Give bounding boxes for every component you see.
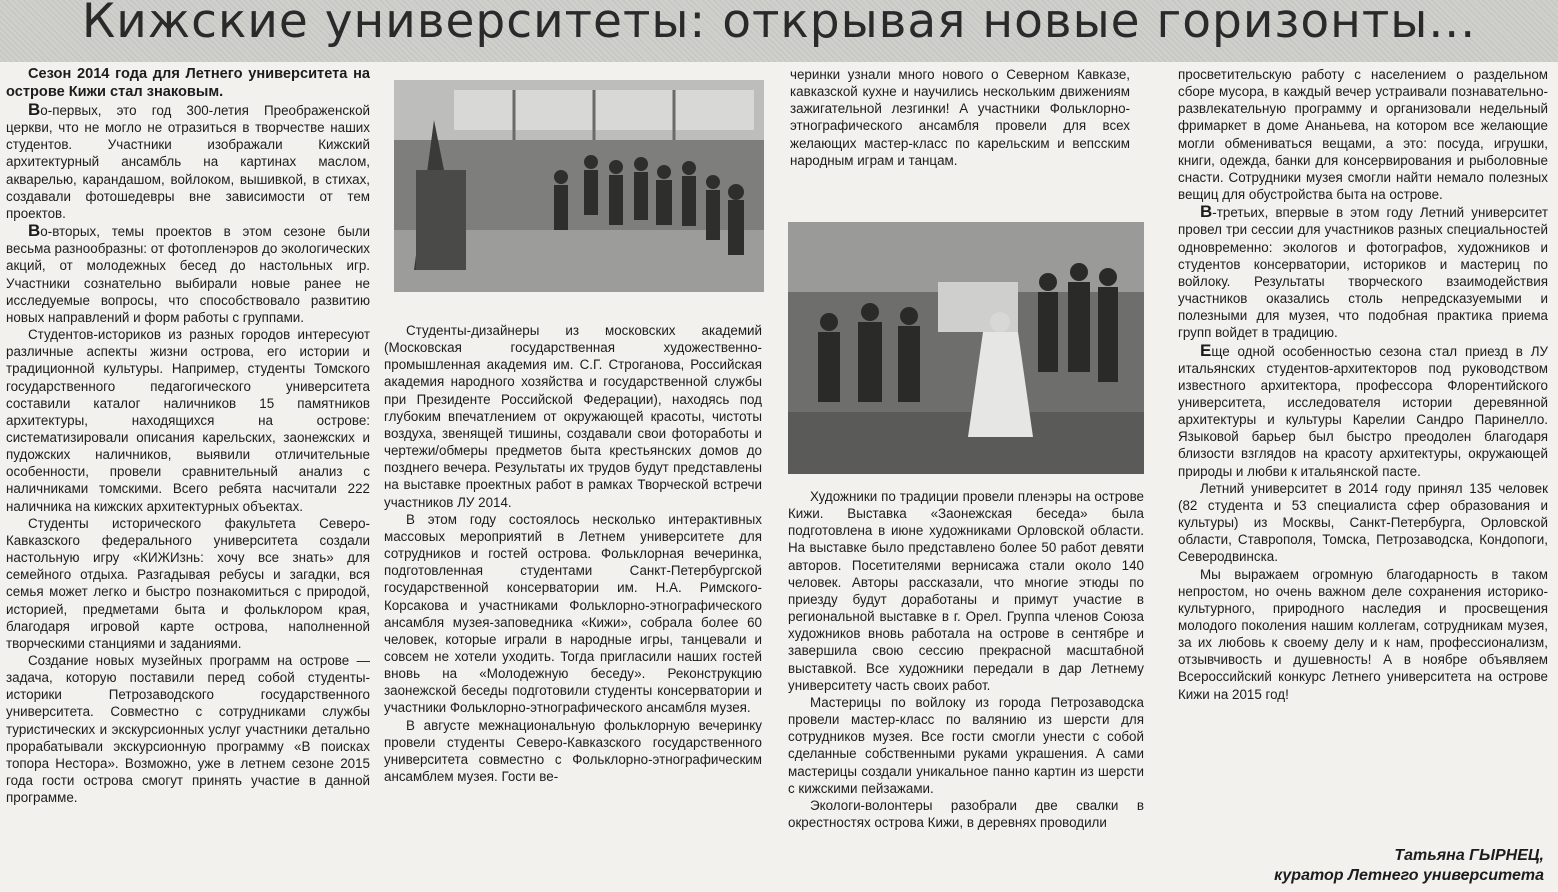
paragraph: черинки узнали много нового о Северном Кавказе, кавказской кухне и научились нескольким движениям зажигательной лезгинки! А участники Фольклорно-этнографического ансамбля провели для всех желающих мастер-класс по карельским и вепсским народным играм и танцам. (790, 67, 1130, 168)
paragraph: В-третьих, впервые в этом году Летний университет провел три сессии для участников разных специальностей одновременно: экологов и фотографов, художников и студентов консерватории, историков и мастериц по войлоку. Результаты творческого взаимодействия участников оказались столь непредсказуемыми и полезными для музея, что подобная практика приема групп войдет в традицию. (1178, 202, 1548, 341)
column-2 (384, 322, 762, 892)
column-4 (1178, 66, 1548, 846)
signature (1274, 846, 1544, 886)
column-3-top (790, 66, 1130, 206)
photo-folk-ensemble (788, 222, 1144, 474)
paragraph: Студенты-дизайнеры из московских академий (Московская государственная художественно-промышленная академия им. С.Г. Строганова, Российская академия народного хозяйства и государственной службы при Президенте Российской Федерации), находясь под глубоким впечатлением от окружающей красоты, чистоты воздуха, звенящей тишины, создавали свои фотоработы и чертежи/обмеры предметов быта крестьянских домов до позднего вечера. Результаты их трудов будут представлены на выставке проектных работ в рамках Творческой встречи участников ЛУ 2014. (384, 323, 762, 510)
column-1 (6, 66, 370, 892)
article-lead: Сезон 2014 года для Летнего университета на острове Кижи стал знаковым. (6, 66, 370, 100)
paragraph: Создание новых музейных программ на острове — задача, которую поставили перед собой студенты-историки Петрозаводского государственного университета. Совместно с сотрудниками службы туристических и экскурсионных услуг участники детально прорабатывали экскурсионную программу «В поисках топора Нестора». Возможно, уже в летнем сезоне 2015 года гости острова смогут принять участие в данной программе. (6, 653, 370, 806)
paragraph: Художники по традиции провели пленэры на острове Кижи. Выставка «Заонежская беседа» была подготовлена в июне художниками Орловской области. На выставке было представлено более 50 работ девяти авторов. Посетителями вернисажа стали около 140 человек. Авторы рассказали, что многие этюды по приезду будут доработаны и примут участие в региональной выставке в г. Орел. Группа членов Союза художников вновь работала на острове в сентябре и завершила свою сессию прекрасной масштабной выставкой. Все художники передали в дар Летнему университету часть своих работ. (788, 489, 1144, 693)
paragraph: Летний университет в 2014 году принял 135 человек (82 студента и 53 специалиста сфер образования и культуры) из Москвы, Санкт-Петербурга, Орловской области, Ставрополя, Томска, Петрозаводска, Кондопоги, Северодвинска. (1178, 480, 1548, 565)
paragraph: Студентов-историков из разных городов интересуют различные аспекты жизни острова, его истории и традиционной культуры. Например, студенты Томского государственного педагогического университета составили каталог наличников 15 памятников архитектуры, находящихся на острове: систематизировали описания карельских, заонежских и пудожских наличников, выявили отличительные особенности, провели сравнительный анализ с наличниками томскими. Всего ребята насчитали 222 наличника на кижских архитектурных объектах. (6, 327, 370, 514)
article-headline: Кижские университеты: открывая новые горизонты... (81, 0, 1477, 49)
paragraph: Во-первых, это год 300-летия Преображенской церкви, что не могло не отразиться в творчестве наших студентов. Участники изображали Кижский архитектурный ансамбль на картинах маслом, акварелью, карандашом, войлоком, вышивкой, в стихах, создавали фотошедевры вне зависимости от тем проектов. (6, 100, 370, 221)
column-3 (788, 488, 1144, 892)
paragraph: Мастерицы по войлоку из города Петрозаводска провели мастер-класс по валянию из шерсти для сотрудников музея. Все гости смогли унести с собой сделанные собственными руками украшения. А сами мастерицы создали уникальное панно картин из шерсти с кижскими пейзажами. (788, 694, 1144, 796)
paragraph: просветительскую работу с населением о раздельном сборе мусора, в каждый вечер устраивали познавательно-развлекательную программу и организовали недельный фримаркет в доме Ананьева, на котором все желающие могли обмениваться вещами, а это: посуда, игрушки, книги, одежда, банки для консервирования и рыболовные снасти. Сотрудники музея смогли найти немало полезных вещиц для обустройства быта на острове. (1178, 67, 1548, 203)
paragraph: В этом году состоялось несколько интерактивных массовых мероприятий в Летнем университете для сотрудников и гостей острова. Фольклорная вечеринка, подготовленная студентами Санкт-Петербургской государственной консерватории им. Н.А. Римского-Корсакова и участниками Фольклорно-этнографического ансамбля музея-заповедника «Кижи», собрала более 60 человек, которые играли в народные игры, танцевали и совсем не хотели уходить. Тогда пригласили наших гостей вновь на «Молодежную беседу». Реконструкцию заонежской беседы подготовили студенты консерватории и участники Фольклорно-этнографического ансамбля музея. (384, 511, 762, 716)
paragraph: Экологи-волонтеры разобрали две свалки в окрестностях острова Кижи, в деревнях проводили (788, 797, 1144, 830)
signature-role: куратор Летнего университета (1274, 867, 1544, 884)
photo-students-in-hall (394, 80, 764, 292)
paragraph: В августе межнациональную фольклорную вечеринку провели студенты Северо-Кавказского государственного университета совместно с Фольклорно-этнографическим ансамблем музея. Гости ве- (384, 717, 762, 785)
paragraph: Еще одной особенностью сезона стал приезд в ЛУ итальянских студентов-архитекторов под руководством известного архитектора, профессора Флорентийского университета, исследователя истории деревянной архитектуры и культуры Карелии Сандро Паринелло. Языковой барьер был быстро преодолен благодаря близости взглядов на красоту архитектуры, окружающей природы и любви к итальянской пасте. (1178, 340, 1548, 479)
paragraph: Студенты исторического факультета Северо-Кавказского федерального университета создали настольную игру «КИЖИзнь: хочу все знать» для семейного отдыха. Разгадывая ребусы и загадки, вся семья может легко и быстро познакомиться с природой, историей, предметами быта и фольклором края, благодаря игровой карте острова, наполненной творческими станциями и заданиями. (6, 515, 370, 651)
paragraph: Во-вторых, темы проектов в этом сезоне были весьма разнообразны: от фотопленэров до экологических акций, от молодежных бесед до настольных игр. Участники сознательно выбирали новые ранее не исследуемые вопросы, что способствовало развитию новых направлений и форм работы с группами. (6, 221, 370, 325)
paragraph: Мы выражаем огромную благодарность в таком непростом, но очень важном деле сохранения историко-культурного, природного наследия и просвещения молодого поколения нашим коллегам, сотрудникам музея, за их любовь к своему делу и к нам, профессионализм, отзывчивость и душевность! А в ноябре объявляем Всероссийский конкурс Летнего университета на острове Кижи на 2015 год! (1178, 566, 1548, 702)
signature-name: Татьяна ГЫРНЕЦ, (1394, 847, 1544, 864)
headline-band (0, 0, 1558, 62)
